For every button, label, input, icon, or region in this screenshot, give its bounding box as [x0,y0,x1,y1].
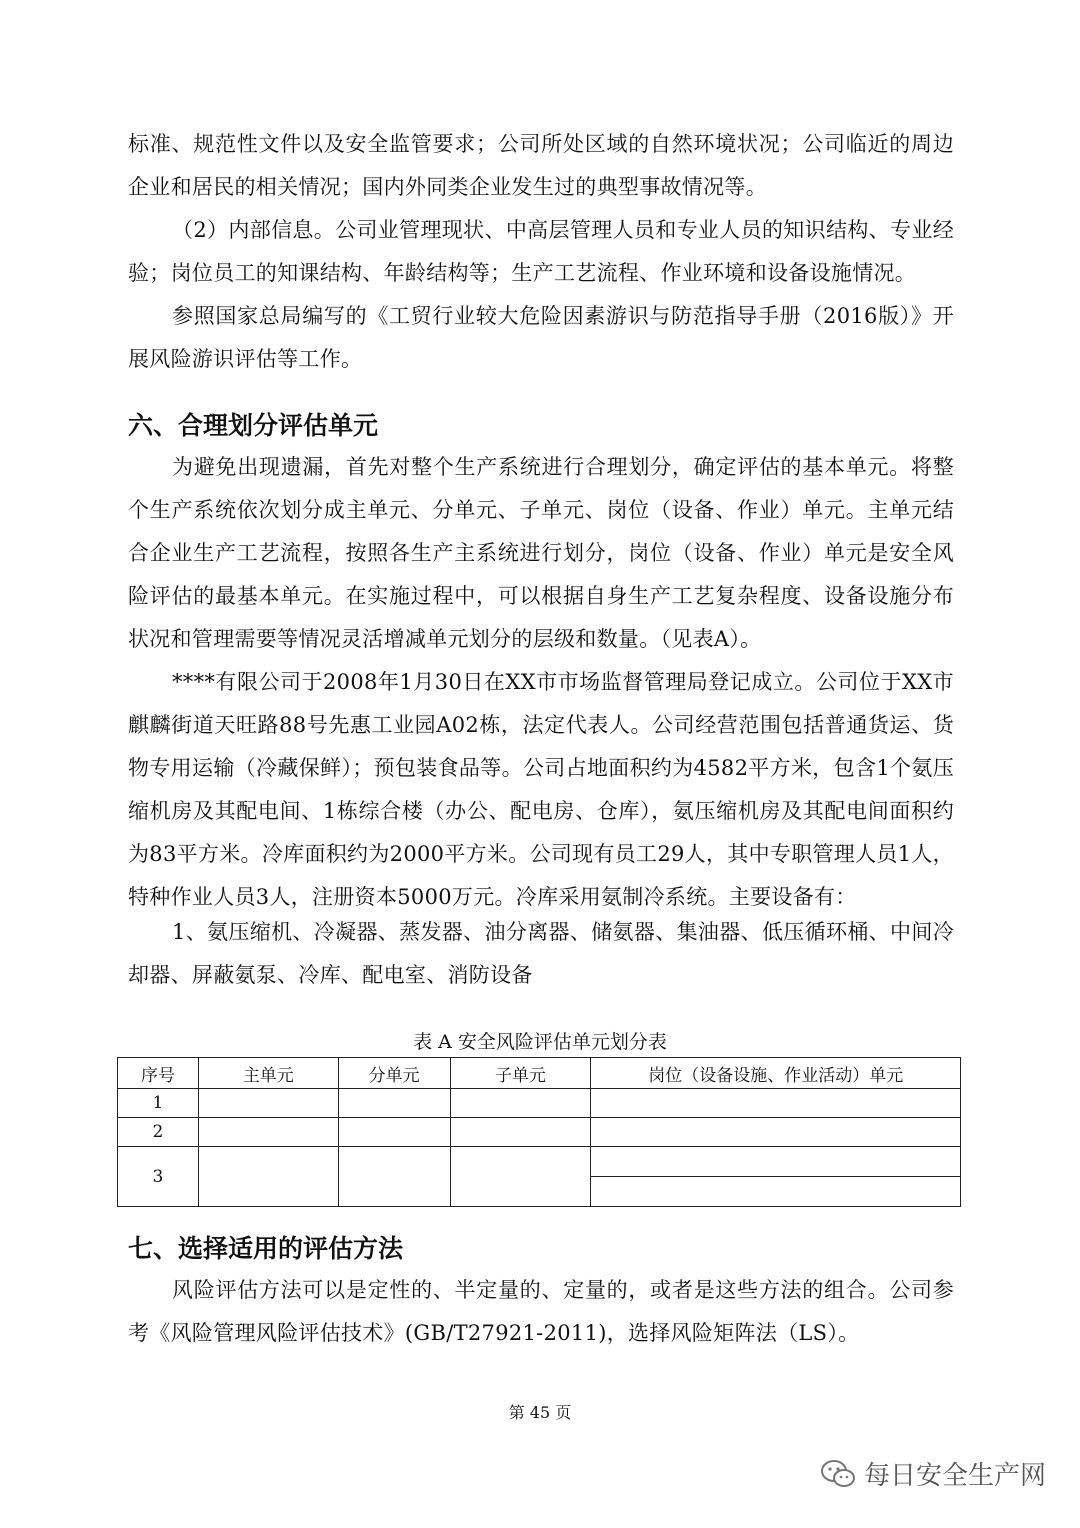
section-6-paragraph-equipment: 1、氨压缩机、冷凝器、蒸发器、油分离器、储氨器、集油器、低压循环桶、中间冷却器、屏蔽氨泵、冷库、配电室、消防设备 [128,920,954,987]
table-cell [450,1147,591,1207]
paragraph-reference-manual: 参照国家总局编写的《工贸行业较大危险因素游识与防范指导手册（2016版）》开展风险游识评估等工作。 [128,304,954,371]
row-number: 3 [118,1147,199,1207]
section-7-heading: 七、选择适用的评估方法 [128,1234,404,1263]
paragraph-external-info: 标准、规范性文件以及安全监管要求；公司所处区域的自然环境状况；公司临近的周边企业和居民的相关情况；国内外同类企业发生过的典型事故情况等。 [128,132,954,199]
table-cell [591,1118,961,1147]
row-number: 1 [118,1089,199,1118]
section-6-paragraph-units: 为避免出现遗漏，首先对整个生产系统进行合理划分，确定评估的基本单元。将整个生产系统依次划分成主单元、分单元、子单元、岗位（设备、作业）单元。主单元结合企业生产工艺流程，按照各生产主系统进行划分，岗位（设备、作业）单元是安全风险评估的最基本单元。在实施过程中，可以根据自身生产工艺复杂程度、设备设施分布状况和管理需要等情况灵活增减单元划分的层级和数量。（见表A）。 [128,455,954,651]
wechat-icon [820,1459,856,1489]
table-cell [338,1147,450,1207]
table-cell [198,1118,338,1147]
page-number: 第 45 页 [508,1403,572,1422]
paragraph-internal-info: （2）内部信息。公司业管理现状、中高层管理人员和专业人员的知识结构、专业经验；岗位员工的知课结构、年龄结构等；生产工艺流程、作业环境和设备设施情况。 [128,218,954,285]
table-header-cell: 岗位（设备设施、作业活动）单元 [591,1058,961,1089]
section-7-paragraph-methods: 风险评估方法可以是定性的、半定量的、定量的，或者是这些方法的组合。公司参考《风险管理风险评估技术》(GB/T27921-2011)，选择风险矩阵法（LS）。 [128,1278,954,1345]
table-header-cell: 主单元 [198,1058,338,1089]
table-cell [591,1089,961,1118]
table-cell [338,1118,450,1147]
section-6-paragraph-company: ****有限公司于2008年1月30日在XX市市场监督管理局登记成立。公司位于XX市麒麟街道天旺路88号先惠工业园A02栋，法定代表人。公司经营范围包括普通货运、货物专用运输（冷藏保鲜）；预包装食品等。公司占地面积约为4582平方米，包含1个氨压缩机房及其配电间、1栋综合楼（办公、配电房、仓库），氨压缩机房及其配电间面积约为83平方米。冷库面积约为2000平方米。公司现有员工29人，其中专职管理人员1人，特种作业人员3人，注册资本5000万元。冷库采用氨制冷系统。主要设备有： [128,670,954,909]
table-cell [450,1118,591,1147]
table-header-cell: 子单元 [450,1058,591,1089]
table-header-cell: 序号 [118,1058,199,1089]
table-cell [338,1089,450,1118]
watermark-text: 每日安全生产网 [864,1461,1047,1491]
table-cell [591,1177,961,1207]
table-row [118,1118,961,1147]
table-cell [198,1147,338,1207]
row-number: 2 [118,1118,199,1147]
table-header-cell: 分单元 [338,1058,450,1089]
table-caption: 表 A 安全风险评估单元划分表 [413,1031,667,1053]
assessment-unit-table [117,1057,961,1207]
table-cell [450,1089,591,1118]
table-header-row [118,1058,961,1089]
table-row [118,1147,961,1177]
table-row [118,1089,961,1118]
table-cell [591,1147,961,1177]
watermark [820,1455,1046,1492]
table-cell [198,1089,338,1118]
section-6-heading: 六、合理划分评估单元 [128,411,379,440]
